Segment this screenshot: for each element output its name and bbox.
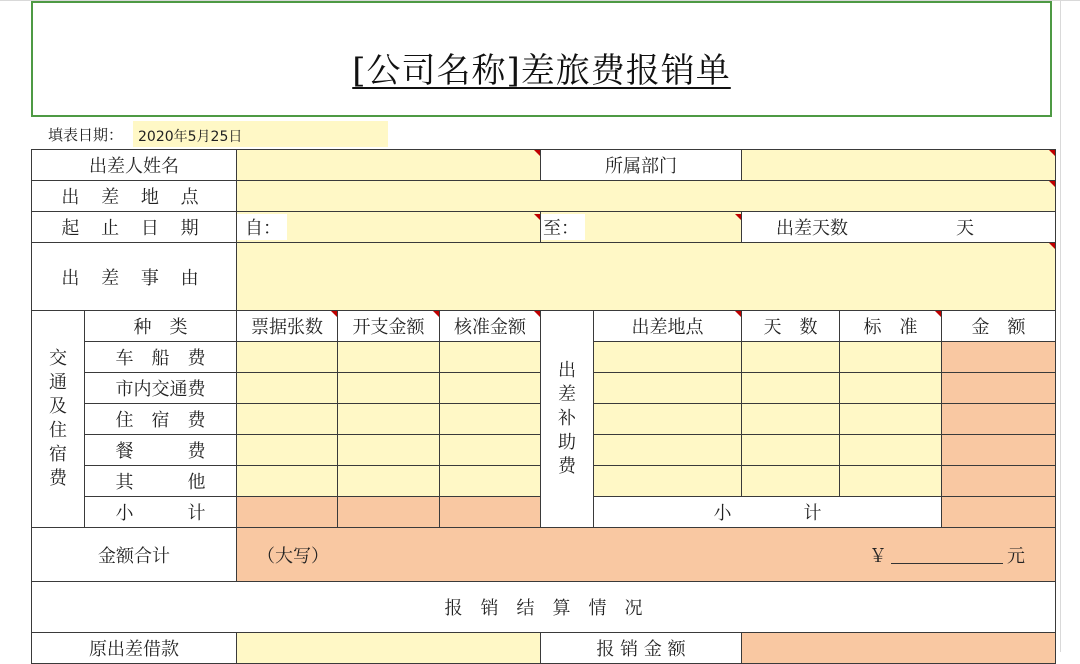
amount-line [891,545,1003,564]
item-meals: 餐 费 [85,435,237,466]
table-cell[interactable] [338,342,440,373]
transport-section-label: 交 通 及 住 宿 费 [32,311,85,528]
to-date-cell[interactable] [541,212,742,243]
department-label: 所属部门 [541,150,742,181]
total-amount-cell[interactable] [237,528,1056,582]
from-label: 自： [237,214,287,240]
currency-symbol: ￥ [869,545,888,567]
date-range-label: 起 止 日 期 [32,212,237,243]
header-allowance-days: 天 数 [742,311,840,342]
item-other: 其 他 [85,466,237,497]
total-label: 金额合计 [32,528,237,582]
form-title: [公司名称]差旅费报销单 [352,51,731,91]
days-unit: 天 [956,218,975,239]
days-cell [742,212,1056,243]
subtotal-cell[interactable] [237,497,338,528]
reimbursement-form [31,149,1056,664]
table-cell[interactable] [840,404,942,435]
to-label: 至： [541,214,585,240]
table-cell[interactable] [440,404,541,435]
table-cell[interactable] [338,373,440,404]
table-cell[interactable] [742,466,840,497]
table-cell[interactable] [440,435,541,466]
header-allowance-location: 出差地点 [594,311,742,342]
table-cell[interactable] [840,435,942,466]
table-cell[interactable] [237,466,338,497]
table-cell[interactable] [840,466,942,497]
reimburse-label: 报 销 金 额 [541,633,742,664]
header-allowance-amount: 金 额 [942,311,1056,342]
table-cell[interactable] [942,342,1056,373]
table-cell[interactable] [942,404,1056,435]
table-cell[interactable] [742,373,840,404]
uppercase-label: （大写） [257,545,329,567]
advance-label: 原出差借款 [32,633,237,664]
location-label: 出 差 地 点 [32,181,237,212]
reason-input[interactable] [237,243,1056,311]
table-cell[interactable] [440,466,541,497]
table-cell[interactable] [742,435,840,466]
from-date-cell[interactable] [237,212,541,243]
traveler-name-label: 出差人姓名 [32,150,237,181]
table-cell[interactable] [742,404,840,435]
header-expense-amount: 开支金额 [338,311,440,342]
department-input[interactable] [742,150,1056,181]
fill-date-value: 2020年5月25日 [138,129,243,145]
table-cell[interactable] [742,342,840,373]
table-cell[interactable] [840,373,942,404]
table-cell[interactable] [338,466,440,497]
table-cell[interactable] [237,373,338,404]
traveler-name-input[interactable] [237,150,541,181]
item-vehicle-ship: 车 船 费 [85,342,237,373]
item-subtotal: 小 计 [85,497,237,528]
table-cell[interactable] [237,435,338,466]
fill-date-label: 填表日期： [48,126,124,144]
table-cell[interactable] [594,466,742,497]
table-cell[interactable] [594,435,742,466]
reason-label: 出 差 事 由 [32,243,237,311]
table-cell[interactable] [237,342,338,373]
allowance-subtotal-cell[interactable] [942,497,1056,528]
table-cell[interactable] [237,404,338,435]
title-box [31,1,1052,117]
table-cell[interactable] [440,342,541,373]
subtotal-cell[interactable] [338,497,440,528]
table-cell[interactable] [942,435,1056,466]
settlement-title: 报 销 结 算 情 况 [32,582,1056,633]
reimburse-amount[interactable] [742,633,1056,664]
table-cell[interactable] [942,466,1056,497]
table-cell[interactable] [594,342,742,373]
header-receipt-count: 票据张数 [237,311,338,342]
days-label: 出差天数 [776,218,849,239]
table-cell[interactable] [840,342,942,373]
table-cell[interactable] [594,373,742,404]
table-cell[interactable] [440,373,541,404]
header-approved-amount: 核准金额 [440,311,541,342]
currency-unit: 元 [1007,545,1026,567]
table-cell[interactable] [338,435,440,466]
location-input[interactable] [237,181,1056,212]
advance-input[interactable] [237,633,541,664]
sheet-grid-line [1060,0,1061,652]
item-lodging: 住 宿 费 [85,404,237,435]
subtotal-cell[interactable] [440,497,541,528]
allowance-section-label: 出 差 补 助 费 [541,311,594,528]
item-city-transport: 市内交通费 [85,373,237,404]
header-category: 种 类 [85,311,237,342]
table-cell[interactable] [594,404,742,435]
table-cell[interactable] [338,404,440,435]
header-allowance-standard: 标 准 [840,311,942,342]
allowance-subtotal-label: 小 计 [594,497,942,528]
table-cell[interactable] [942,373,1056,404]
